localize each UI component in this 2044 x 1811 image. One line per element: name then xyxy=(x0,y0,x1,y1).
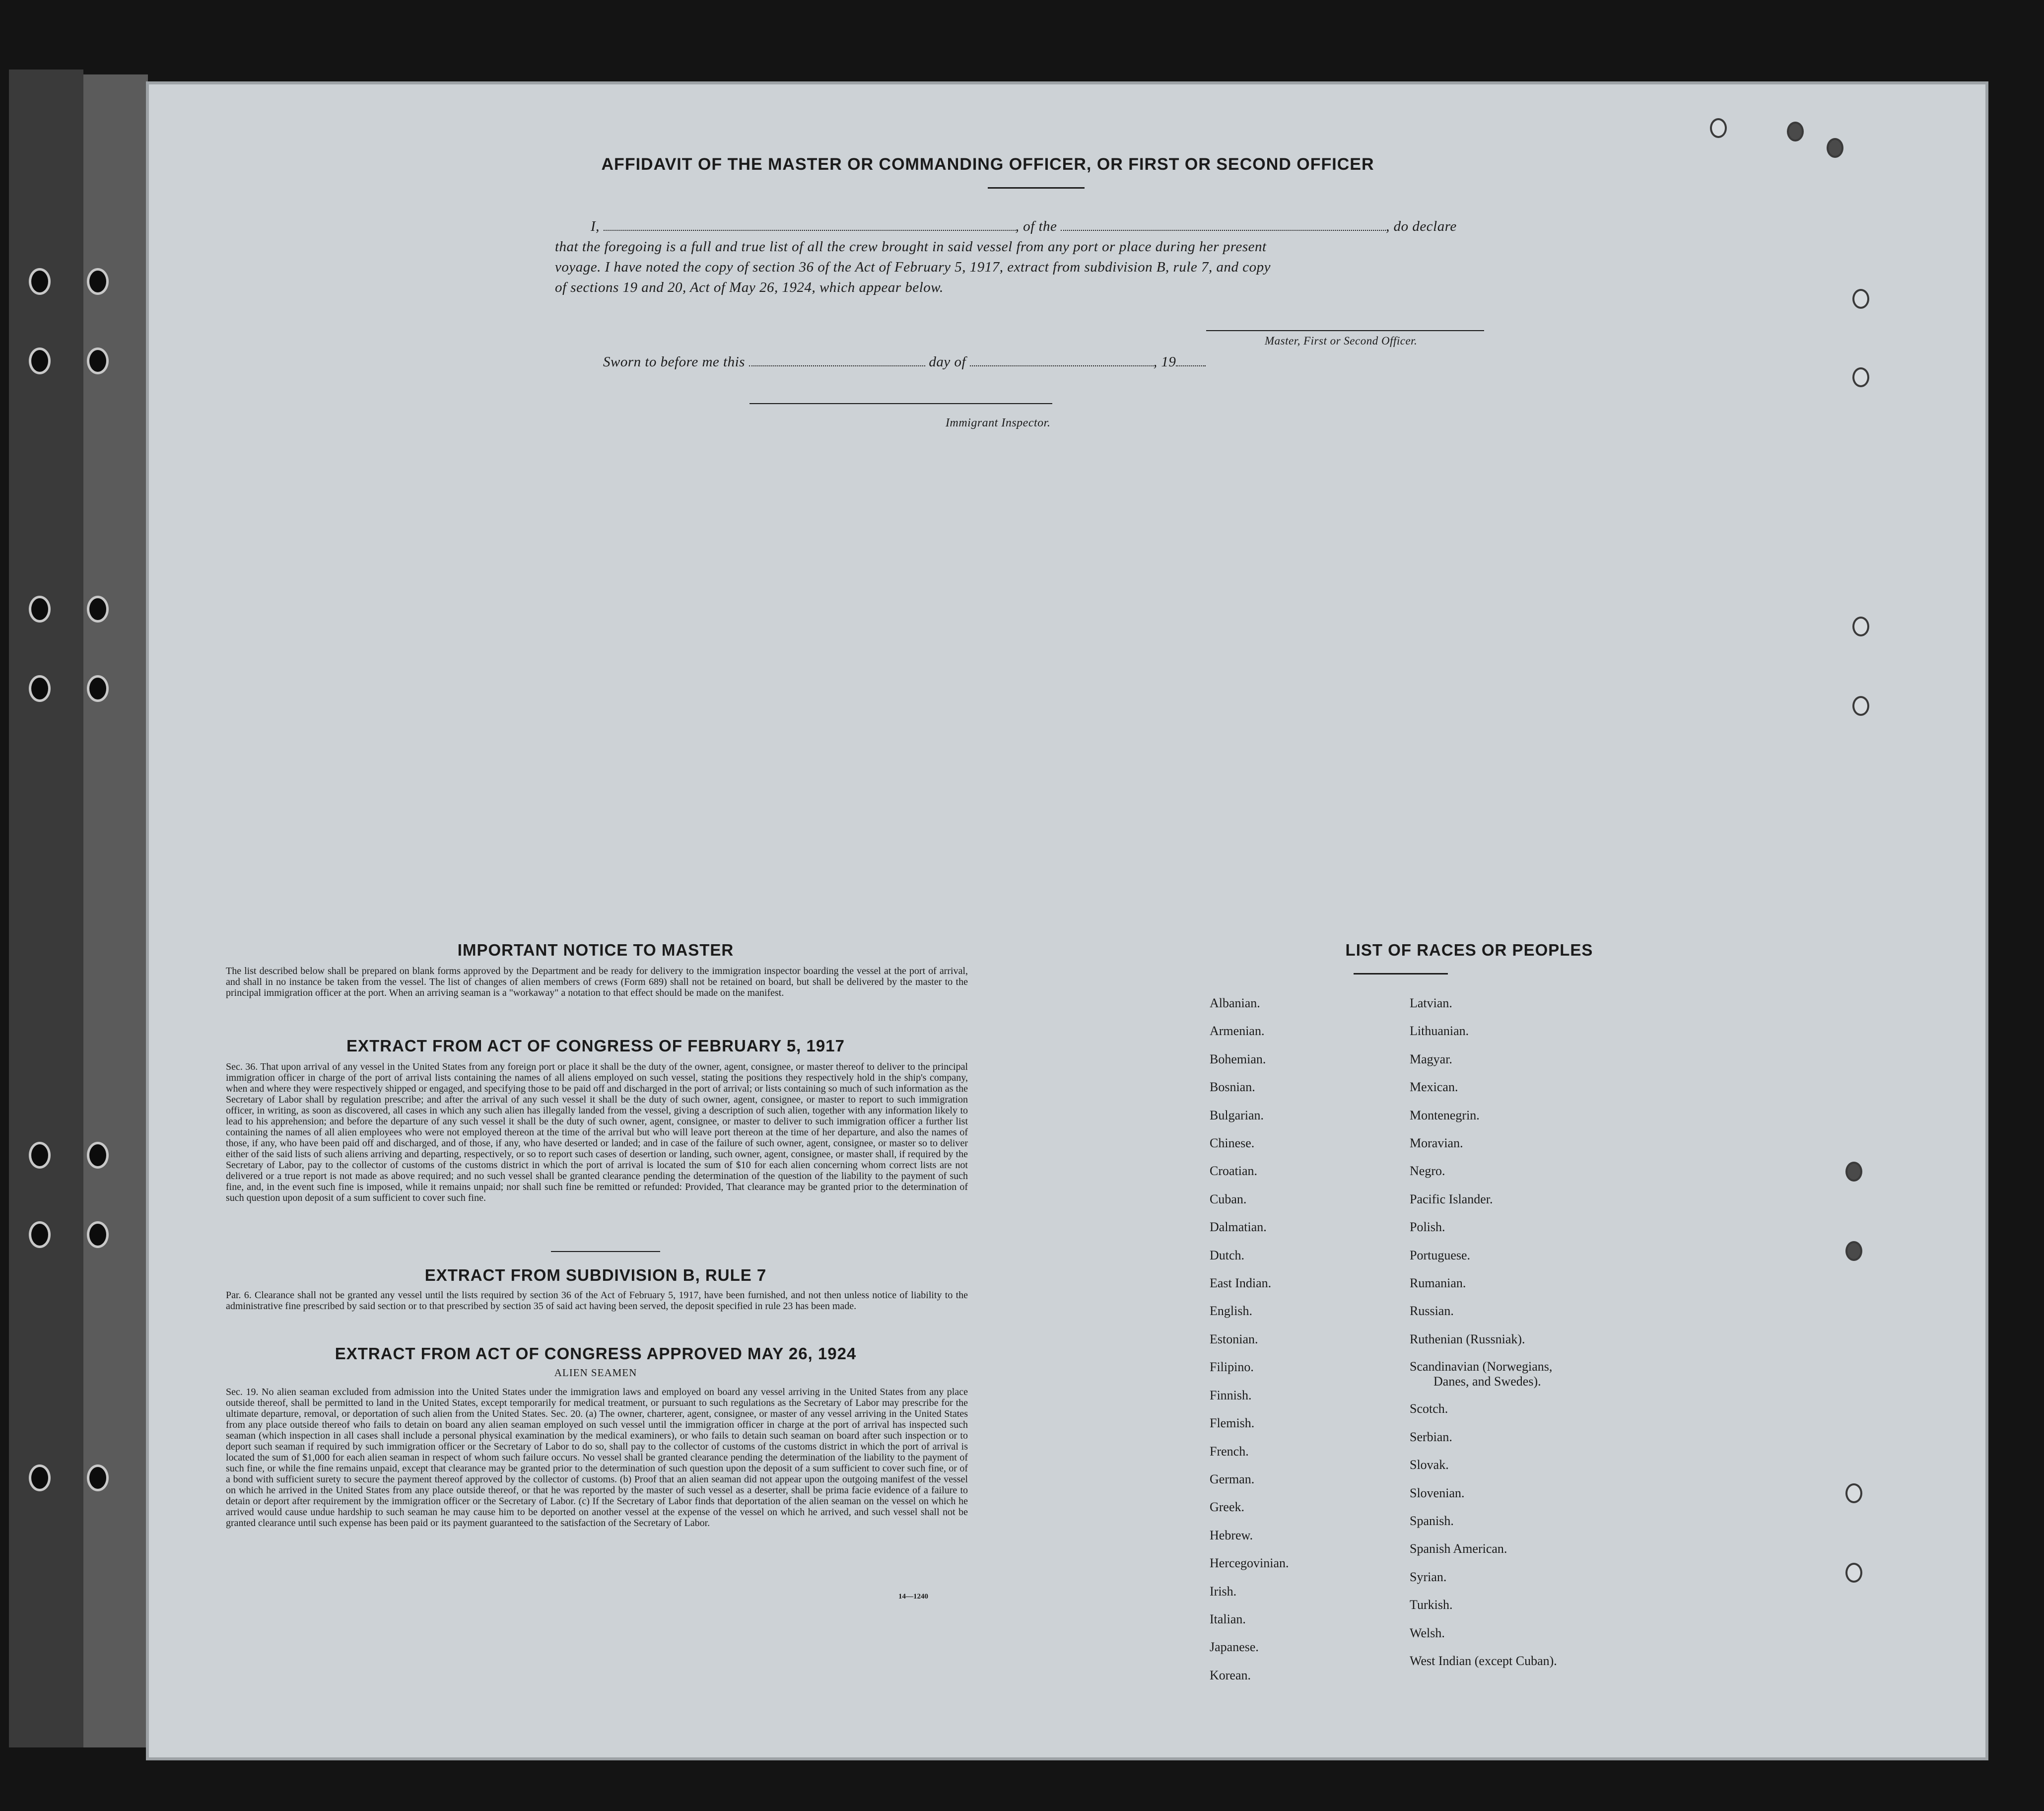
binder-hole xyxy=(87,348,109,374)
race-item: Estonian. xyxy=(1210,1331,1258,1346)
affidavit-line-2: that the foregoing is a full and true list of all the crew brought in said vessel from any port or place during her present xyxy=(555,239,1267,255)
binder-hole xyxy=(87,675,109,702)
race-item: Pacific Islander. xyxy=(1410,1191,1493,1206)
binder-hole xyxy=(29,1464,51,1491)
race-item: Hercegovinian. xyxy=(1210,1556,1289,1571)
extract-1924-body: Sec. 19. No alien seaman excluded from admission into the United States under the immigration laws and employed on board any vessel arriving in the United States from any place outside thereof, shall be permitted to land in the United States, except temporarily for medical treatment, or pursuant to such regulations as the Secretary of Labor may prescribe for the ultimate departure, removal, or deportation of such alien from the United States. Sec. 20. (a) The owner, charterer, agent, consignee, or master of any vessel arriving in the United States from any place outside thereof who fails to detain on board any alien seaman employed on such vessel until the immigration officer in charge at the port of arrival has inspected such seaman (which inspection in all cases shall include a personal physical examination by the medical examiners), or who fails to detain such seaman on board after such inspection or to deport such seaman if required by such immigration officer or the Secretary of Labor to do so, shall pay to the collector of customs of the customs district in which the port of arrival is located the sum of $1,000 for each alien seaman in respect of whom such failure occurs. No vessel shall be granted clearance pending the determination of the liability to the payment of such fine, or while the fine remains unpaid, except that clearance may be granted prior to the determination of such question upon the deposit of a sum sufficient to cover such fine, or of a bond with sufficient surety to secure the payment thereof approved by the collector of customs. (b) Proof that an alien seaman did not appear upon the outgoing manifest of the vessel on which he arrived in the United States from any place outside thereof, or that he was reported by the master of such vessel as a deserter, shall be prima facie evidence of a failure to detain or deport after requirement by the immigration officer or the Secretary of Labor. (c) If the Secretary of Labor finds that deportation of the alien seaman on the vessel on which he arrived would cause undue hardship to such seaman he may cause him to be deported on another vessel at the expense of the vessel on which he arrived, and such vessel shall not be granted clearance until such expense has been paid or its payment guaranteed to the satisfaction of the Secretary of Labor. xyxy=(226,1387,968,1529)
punch-hole xyxy=(1852,696,1869,716)
race-item: Danes, and Swedes). xyxy=(1433,1374,1541,1389)
race-item: East Indian. xyxy=(1210,1276,1272,1291)
extract-rule7-body: Par. 6. Clearance shall not be granted any vessel until the lists required by section 36 of the Act of February 5, 1917, have been furnished, and not then unless notice of liability to the administrative fine prescribed by said section or to that prescribed by section 35 of said act having been served, the deposit specified in rule 23 has been made. xyxy=(226,1290,968,1312)
race-item: Negro. xyxy=(1410,1164,1445,1179)
punch-hole xyxy=(1845,1162,1862,1182)
binder-hole xyxy=(29,1221,51,1248)
extract-1924-subtitle: ALIEN SEAMEN xyxy=(554,1367,637,1379)
race-item: Rumanian. xyxy=(1410,1276,1466,1291)
race-item: Bosnian. xyxy=(1210,1080,1255,1095)
sworn-start: Sworn to before me this xyxy=(603,354,745,370)
races-col-2 xyxy=(1410,989,1557,1675)
race-item: Polish. xyxy=(1410,1220,1445,1235)
race-item: Serbian. xyxy=(1410,1429,1452,1444)
inspector-label: Immigrant Inspector. xyxy=(946,417,1051,429)
notice-title: IMPORTANT NOTICE TO MASTER xyxy=(457,941,734,959)
race-item: Scotch. xyxy=(1410,1401,1448,1416)
binder-hole xyxy=(87,1221,109,1248)
title-rule xyxy=(988,187,1085,189)
race-item: English. xyxy=(1210,1304,1252,1319)
notice-body: The list described below shall be prepared on blank forms approved by the Department and be ready for delivery to the immigration inspector boarding the vessel at the port of arrival, and shall in no instance be taken from the vessel. The list of changes of alien members of crews (Form 689) shall not be retained on board, but shall be delivered by the master to the principal immigration officer at the port. When an arriving seaman is a "workaway" a notation to that effect should be made on the manifest. xyxy=(226,966,968,998)
race-item: Albanian. xyxy=(1210,996,1260,1010)
sworn-day-field[interactable] xyxy=(749,361,925,366)
race-item: Syrian. xyxy=(1410,1569,1447,1584)
binder-hole xyxy=(29,675,51,702)
binder-hole xyxy=(29,268,51,295)
form-number: 14—1240 xyxy=(898,1593,928,1601)
race-item: Hebrew. xyxy=(1210,1528,1253,1542)
extract-1924-title: EXTRACT FROM ACT OF CONGRESS APPROVED MAY 26, 1924 xyxy=(335,1344,857,1363)
affidavit-line1-end: , do declare xyxy=(1386,218,1457,234)
races-col-1 xyxy=(1210,989,1289,1689)
extract-1917-title: EXTRACT FROM ACT OF CONGRESS OF FEBRUARY 5, 1917 xyxy=(346,1037,845,1055)
race-item: Chinese. xyxy=(1210,1136,1255,1151)
race-item: Spanish. xyxy=(1410,1513,1454,1528)
race-item: Slovak. xyxy=(1410,1458,1449,1472)
race-item: Japanese. xyxy=(1210,1640,1259,1655)
race-item: Mexican. xyxy=(1410,1080,1458,1095)
sworn-mid: day of xyxy=(929,354,966,370)
race-item: Welsh. xyxy=(1410,1625,1445,1640)
sworn-line xyxy=(603,352,1206,372)
races-rule xyxy=(1354,973,1448,975)
race-item: Ruthenian (Russniak). xyxy=(1410,1331,1525,1346)
binder-hole xyxy=(87,596,109,623)
race-item: West Indian (except Cuban). xyxy=(1410,1653,1557,1668)
vessel-blank-field[interactable] xyxy=(1061,226,1386,231)
race-item: German. xyxy=(1210,1471,1255,1486)
name-blank-field[interactable] xyxy=(604,226,1016,231)
punch-hole xyxy=(1845,1241,1862,1261)
race-item: Italian. xyxy=(1210,1611,1246,1626)
binder-spine-inner xyxy=(83,74,148,1747)
race-item: Cuban. xyxy=(1210,1191,1247,1206)
extract-1917-body: Sec. 36. That upon arrival of any vessel in the United States from any foreign port or place it shall be the duty of the owner, agent, consignee, or master thereof to deliver to the principal immigration officer in charge of the port of arrival lists containing the names of all aliens employed on such vessel, stating the positions they respectively hold in the ship's company, when and where they were respectively shipped or engaged, and specifying those to be paid off and discharged in the port of arrival; or lists containing so much of such information as the Secretary of Labor shall by regulation prescribe; and after the arrival of any such vessel it shall be the duty of such owner, agent, consignee, or master to report to such immigration officer, in writing, as soon as discovered, all cases in which any such alien has illegally landed from the vessel, giving a description of such alien, together with any information likely to lead to his apprehension; and before the departure of any such vessel it shall be the duty of such owner, agent, consignee, or master to deliver to such immigration officer a further list containing the names of all alien employees who were not employed thereon at the time of the arrival but who will leave port thereon at the time of her departure, and also the names of those, if any, who have been paid off and discharged, and of those, if any, who have deserted or landed; and in case of the failure of such owner, agent, consignee, or master so to deliver either of the said lists of such aliens arriving and departing, respectively, or so to report such cases of desertion or landing, such owner, agent, consignee, or master shall, if required by the Secretary of Labor, pay to the collector of customs of the customs district in which the port of arrival is located the sum of $10 for each alien concerning whom correct lists are not delivered or a true report is not made as above required; and no such vessel shall be granted clearance pending the determination of the question of the liability to the payment of such fine, and, in the event such fine is imposed, while it remains unpaid; nor shall such fine be remitted or refunded: Provided, That clearance may be granted prior to the determination of such question upon deposit of a sum sufficient to cover such fine. xyxy=(226,1061,968,1203)
race-item: Croatian. xyxy=(1210,1164,1258,1179)
race-item: Filipino. xyxy=(1210,1360,1254,1375)
punch-hole xyxy=(1710,118,1727,138)
affidavit-line1-mid: , of the xyxy=(1015,218,1057,234)
sworn-end: , 19 xyxy=(1153,354,1176,370)
affidavit-line-3: voyage. I have noted the copy of section 36 of the Act of February 5, 1917, extract from subdivision B, rule 7, and copy xyxy=(555,259,1271,275)
punch-hole xyxy=(1852,367,1869,387)
race-item: Greek. xyxy=(1210,1500,1245,1515)
race-item: Lithuanian. xyxy=(1410,1024,1469,1039)
inspector-signature-line[interactable] xyxy=(749,403,1052,404)
affidavit-title: AFFIDAVIT OF THE MASTER OR COMMANDING OFFICER, OR FIRST OR SECOND OFFICER xyxy=(601,155,1374,174)
race-item: Dalmatian. xyxy=(1210,1220,1267,1235)
binder-hole xyxy=(29,1142,51,1169)
race-item: Portuguese. xyxy=(1410,1248,1471,1262)
punch-hole xyxy=(1852,617,1869,636)
binder-hole xyxy=(29,348,51,374)
punch-hole xyxy=(1827,138,1843,158)
race-item: Magyar. xyxy=(1410,1051,1452,1066)
race-item: Spanish American. xyxy=(1410,1541,1507,1556)
race-item: Irish. xyxy=(1210,1584,1237,1599)
punch-hole xyxy=(1787,122,1804,141)
binder-hole xyxy=(87,268,109,295)
race-item: Finnish. xyxy=(1210,1388,1252,1402)
race-item: Dutch. xyxy=(1210,1248,1245,1262)
punch-hole xyxy=(1845,1563,1862,1583)
affidavit-line1-start: I, xyxy=(591,218,600,234)
race-item: French. xyxy=(1210,1444,1249,1459)
race-item: Scandinavian (Norwegians, xyxy=(1410,1359,1553,1374)
race-item: Latvian. xyxy=(1410,996,1452,1010)
race-item: Flemish. xyxy=(1210,1416,1255,1431)
sworn-month-field[interactable] xyxy=(970,361,1154,366)
race-item: Russian. xyxy=(1410,1304,1454,1319)
race-item: Bulgarian. xyxy=(1210,1108,1264,1122)
extract-rule7-title: EXTRACT FROM SUBDIVISION B, RULE 7 xyxy=(424,1266,767,1284)
binder-hole xyxy=(87,1142,109,1169)
race-item: Slovenian. xyxy=(1410,1485,1465,1500)
sworn-year-field[interactable] xyxy=(1176,361,1206,366)
races-title: LIST OF RACES OR PEOPLES xyxy=(1345,941,1593,959)
race-item: Turkish. xyxy=(1410,1598,1453,1612)
race-item: Armenian. xyxy=(1210,1024,1265,1039)
punch-hole xyxy=(1845,1483,1862,1503)
race-item: Montenegrin. xyxy=(1410,1108,1480,1122)
master-signature-label: Master, First or Second Officer. xyxy=(1265,335,1418,347)
race-item: Korean. xyxy=(1210,1668,1251,1682)
binder-hole xyxy=(29,596,51,623)
race-item: Moravian. xyxy=(1410,1136,1463,1151)
section-rule xyxy=(551,1251,660,1252)
affidavit-line-4: of sections 19 and 20, Act of May 26, 1924, which appear below. xyxy=(555,279,944,295)
punch-hole xyxy=(1852,289,1869,309)
binder-hole xyxy=(87,1464,109,1491)
race-item: Bohemian. xyxy=(1210,1051,1266,1066)
affidavit-line-1 xyxy=(591,216,1519,237)
binder-spine xyxy=(9,70,83,1747)
